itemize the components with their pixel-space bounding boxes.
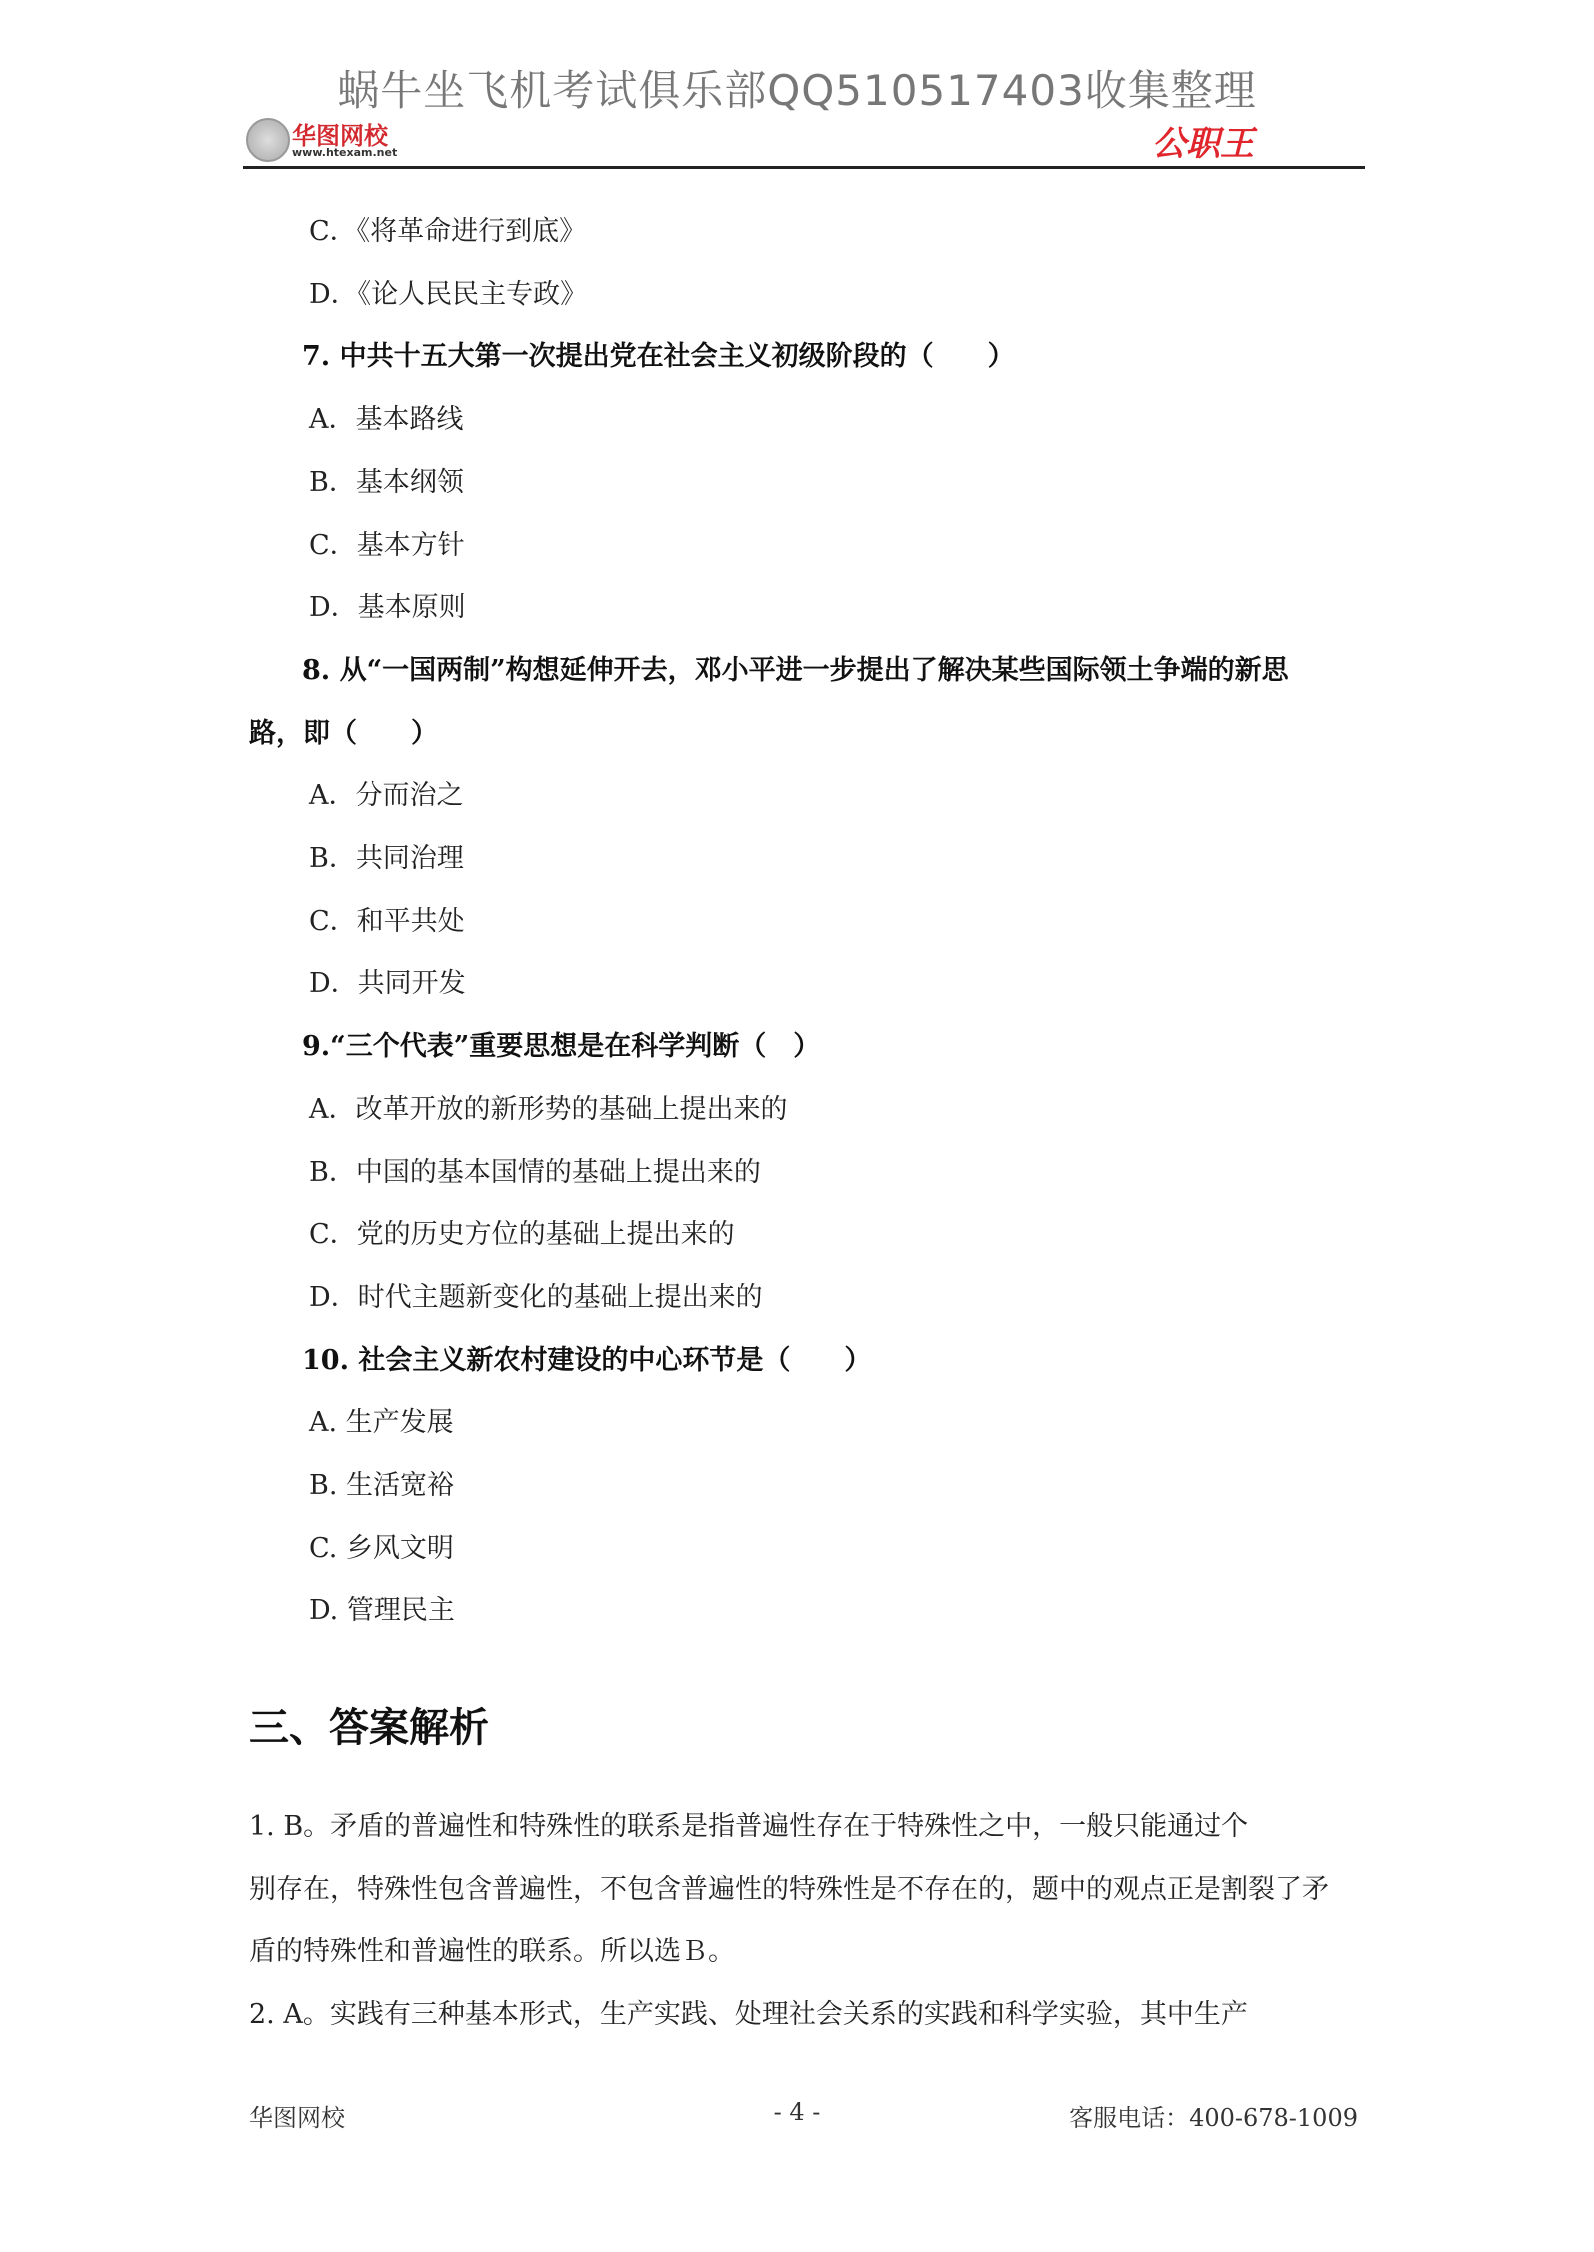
answer-option: D．基本原则 xyxy=(309,592,466,624)
header-divider xyxy=(243,166,1365,169)
huatu-logo-url: www.htexam.net xyxy=(292,146,398,159)
answer-line: 盾的特殊性和普遍性的联系。所以选Ｂ。 xyxy=(249,1936,735,1967)
answer-option: B．中国的基本国情的基础上提出来的 xyxy=(309,1156,761,1188)
footer-left: 华图网校 xyxy=(249,2104,345,2132)
footer-phone: 客服电话：400-678-1009 xyxy=(1069,2104,1358,2132)
question-text: 9.“三个代表”重要思想是在科学判断（ ） xyxy=(302,1031,821,1063)
section-heading: 三、答案解析 xyxy=(249,1705,489,1751)
answer-option: C．《将革命进行到底》 xyxy=(309,216,587,247)
question-text: 10. 社会主义新农村建设的中心环节是（ ） xyxy=(302,1344,872,1376)
answer-option: B．共同治理 xyxy=(309,843,464,874)
answer-option: D．《论人民民主专政》 xyxy=(309,278,588,310)
answer-option: C. 乡风文明 xyxy=(309,1532,454,1564)
answer-option: A．基本路线 xyxy=(309,404,464,436)
huatu-logo-text: 华图网校 xyxy=(292,122,388,150)
huatu-logo xyxy=(246,116,416,164)
question-text: 7. 中共十五大第一次提出党在社会主义初级阶段的（ ） xyxy=(302,341,1015,373)
answer-line: 1. B。矛盾的普遍性和特殊性的联系是指普遍性存在于特殊性之中，一般只能通过个 xyxy=(249,1811,1249,1842)
page-number: - 4 - xyxy=(773,2098,821,2126)
answer-line: 2. A。实践有三种基本形式，生产实践、处理社会关系的实践和科学实验，其中生产 xyxy=(249,1999,1248,2030)
gongzhiwang-logo: 公职王 xyxy=(1152,124,1254,164)
answer-option: D．时代主题新变化的基础上提出来的 xyxy=(309,1281,763,1313)
answer-line: 别存在，特殊性包含普遍性，不包含普遍性的特殊性是不存在的，题中的观点正是割裂了矛 xyxy=(249,1874,1329,1905)
answer-option: C．和平共处 xyxy=(309,905,465,937)
question-text: 路，即（ ） xyxy=(249,717,438,749)
watermark-text: 蜗牛坐飞机考试俱乐部QQ510517403收集整理 xyxy=(337,66,1257,115)
answer-option: D．共同开发 xyxy=(309,968,466,1000)
question-text: 8. 从“一国两制”构想延伸开去，邓小平进一步提出了解决某些国际领土争端的新思 xyxy=(302,654,1289,686)
answer-option: A. 生产发展 xyxy=(309,1407,454,1439)
answer-option: B. 生活宽裕 xyxy=(309,1470,455,1501)
answer-option: B．基本纲领 xyxy=(309,466,464,498)
seal-icon xyxy=(246,118,290,162)
answer-option: A．改革开放的新形势的基础上提出来的 xyxy=(309,1093,788,1125)
answer-option: C．党的历史方位的基础上提出来的 xyxy=(309,1219,735,1251)
answer-option: A．分而治之 xyxy=(309,780,464,812)
answer-option: D. 管理民主 xyxy=(309,1595,455,1627)
answer-option: C．基本方针 xyxy=(309,529,465,561)
